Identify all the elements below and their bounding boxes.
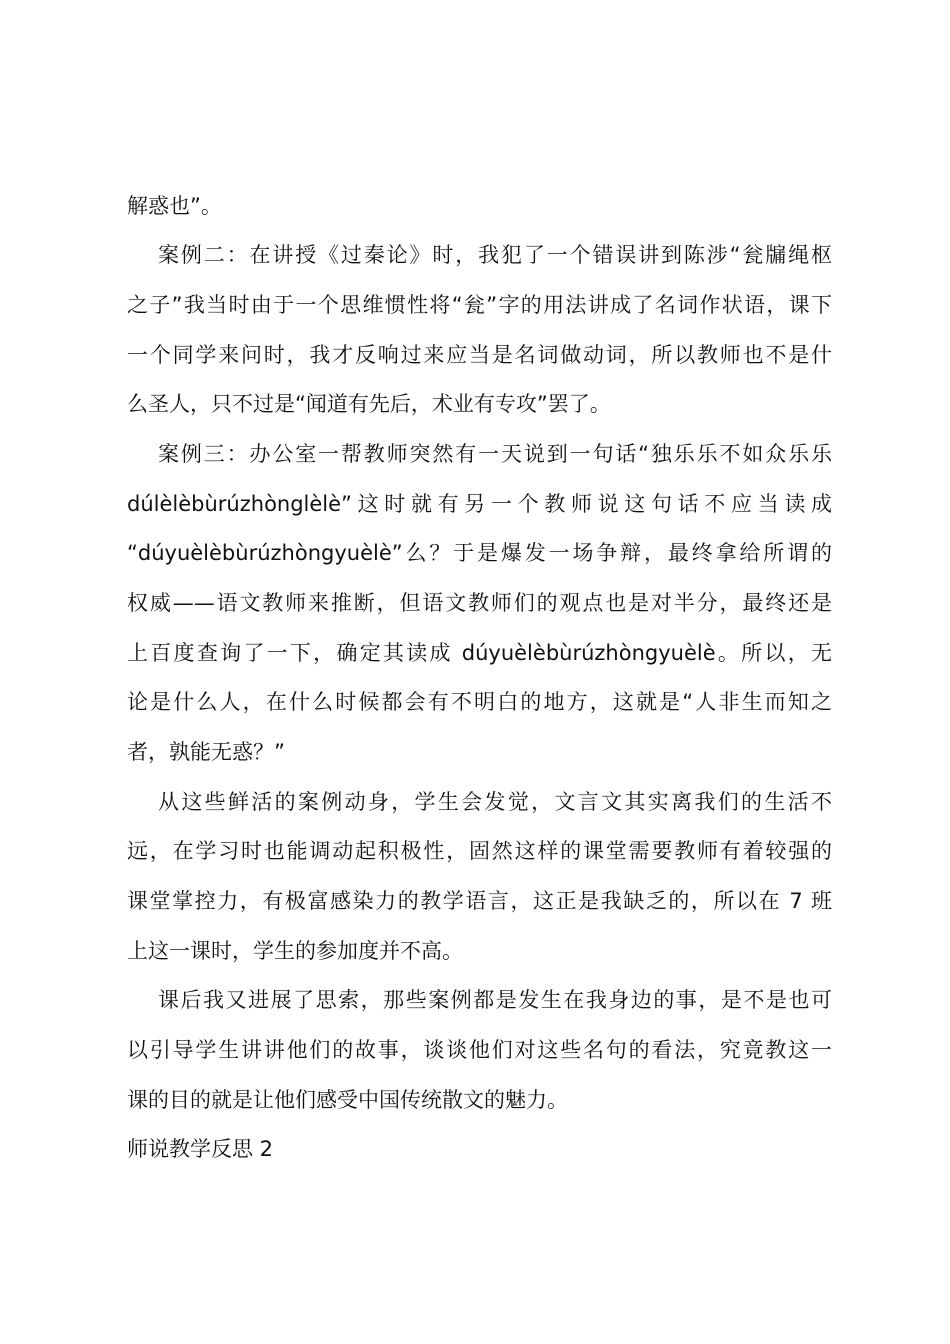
text-line: 之子”我当时由于一个思维惯性将“瓮”字的用法讲成了名词作状语，课下 [127,293,832,317]
text-line: 者，孰能无惑？” [127,740,285,764]
text-line: 课的目的就是让他们感受中国传统散文的魅力。 [127,1088,568,1112]
text-line: dúlèlèbùrúzhònglèlè”这时就有另一个教师说这句话不应当读成 [127,492,832,516]
text-line: 课后我又进展了思索，那些案例都是发生在我身边的事，是不是也可 [158,988,832,1012]
text-line: “dúyuèlèbùrúzhòngyuèlè”么？于是爆发一场争辩，最终拿给所谓的 [127,541,832,565]
text-line: 么圣人，只不过是“闻道有先后，术业有专攻”罢了。 [127,392,611,416]
text-line: 案例三：办公室一帮教师突然有一天说到一句话“独乐乐不如众乐乐 [158,442,832,466]
text-line: 解惑也”。 [127,194,222,218]
text-line: 论是什么人，在什么时候都会有不明白的地方，这就是“人非生而知之 [127,690,832,714]
text-line: 从这些鲜活的案例动身，学生会发觉，文言文其实离我们的生活不 [158,790,832,814]
text-line: 上这一课时，学生的参加度并不高。 [127,939,463,963]
section-heading: 师说教学反思 2 [127,1137,274,1161]
text-line: 上百度查询了一下，确定其读成 dúyuèlèbùrúzhòngyuèlè。所以，无 [127,641,832,665]
text-line: 案例二：在讲授《过秦论》时，我犯了一个错误讲到陈涉“瓮牖绳枢 [158,243,832,267]
text-line: 权威——语文教师来推断，但语文教师们的观点也是对半分，最终还是 [127,591,832,615]
text-line: 课堂掌控力，有极富感染力的教学语言，这正是我缺乏的，所以在 7 班 [127,889,832,913]
text-line: 远，在学习时也能调动起积极性，固然这样的课堂需要教师有着较强的 [127,839,832,863]
text-line: 以引导学生讲讲他们的故事，谈谈他们对这些名句的看法，究竟教这一 [127,1038,832,1062]
text-line: 一个同学来问时，我才反响过来应当是名词做动词，所以教师也不是什 [127,343,832,367]
